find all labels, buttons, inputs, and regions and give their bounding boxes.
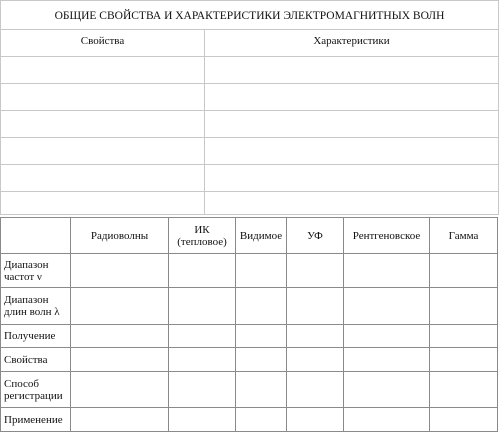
table-cell[interactable] [287,348,344,372]
table-cell[interactable] [430,254,498,288]
table-cell[interactable] [169,325,236,348]
corner-cell [1,218,71,254]
table-cell[interactable] [236,288,287,325]
table-cell[interactable] [205,84,499,111]
row-label-wavelength: Диапазон длин волн λ [1,288,71,325]
table-title: ОБЩИЕ СВОЙСТВА И ХАРАКТЕРИСТИКИ ЭЛЕКТРОМАГНИТНЫХ ВОЛН [1,1,499,30]
table-row [1,254,498,288]
table-cell[interactable] [287,288,344,325]
row-label-application: Применение [1,408,71,432]
table-row [1,111,499,138]
table-cell[interactable] [344,254,430,288]
table-row [1,325,498,348]
table-cell[interactable] [287,325,344,348]
table-cell[interactable] [344,348,430,372]
table-cell[interactable] [71,288,169,325]
column-header-infrared: ИК (тепловое) [169,218,236,254]
table-cell[interactable] [344,288,430,325]
table-cell[interactable] [71,348,169,372]
table-cell[interactable] [344,372,430,408]
table-row [1,165,499,192]
title-row [1,1,499,30]
row-label-frequency: Диапазон частот ν [1,254,71,288]
row-label-registration: Способ регистрации [1,372,71,408]
table-cell[interactable] [169,254,236,288]
table-cell[interactable] [430,348,498,372]
table-cell[interactable] [287,372,344,408]
table-row [1,408,498,432]
row-label-production: Получение [1,325,71,348]
properties-table [0,0,499,215]
wave-types-table [0,217,498,432]
table-row [1,84,499,111]
table-cell[interactable] [236,348,287,372]
table-row [1,372,498,408]
table-cell[interactable] [71,408,169,432]
row-label-properties: Свойства [1,348,71,372]
table-row [1,138,499,165]
table-cell[interactable] [169,348,236,372]
table-cell[interactable] [344,325,430,348]
column-header-gamma: Гамма [430,218,498,254]
column-header-uv: УФ [287,218,344,254]
table-cell[interactable] [205,138,499,165]
table-cell[interactable] [236,408,287,432]
table-cell[interactable] [71,254,169,288]
header-row [1,30,499,57]
column-header-characteristics: Характеристики [205,30,499,57]
table-cell[interactable] [430,408,498,432]
table-cell[interactable] [236,325,287,348]
table-cell[interactable] [169,288,236,325]
table-cell[interactable] [287,408,344,432]
table-cell[interactable] [287,254,344,288]
table-cell[interactable] [71,325,169,348]
table-cell[interactable] [430,288,498,325]
table-cell[interactable] [205,111,499,138]
column-header-visible: Видимое [236,218,287,254]
table-cell[interactable] [169,372,236,408]
table-cell[interactable] [1,192,205,215]
table-cell[interactable] [169,408,236,432]
table-cell[interactable] [430,372,498,408]
header-row [1,218,498,254]
column-header-xray: Рентгеновское [344,218,430,254]
table-cell[interactable] [205,57,499,84]
table-cell[interactable] [236,372,287,408]
table-cell[interactable] [1,165,205,192]
table-cell[interactable] [205,165,499,192]
table-cell[interactable] [205,192,499,215]
table-cell[interactable] [1,57,205,84]
table-cell[interactable] [71,372,169,408]
table-row [1,348,498,372]
table-cell[interactable] [236,254,287,288]
table-row [1,57,499,84]
column-header-properties: Свойства [1,30,205,57]
table-cell[interactable] [430,325,498,348]
table-row [1,192,499,215]
table-cell[interactable] [1,111,205,138]
column-header-radio: Радиоволны [71,218,169,254]
table-cell[interactable] [1,138,205,165]
table-cell[interactable] [1,84,205,111]
table-cell[interactable] [344,408,430,432]
table-row [1,288,498,325]
